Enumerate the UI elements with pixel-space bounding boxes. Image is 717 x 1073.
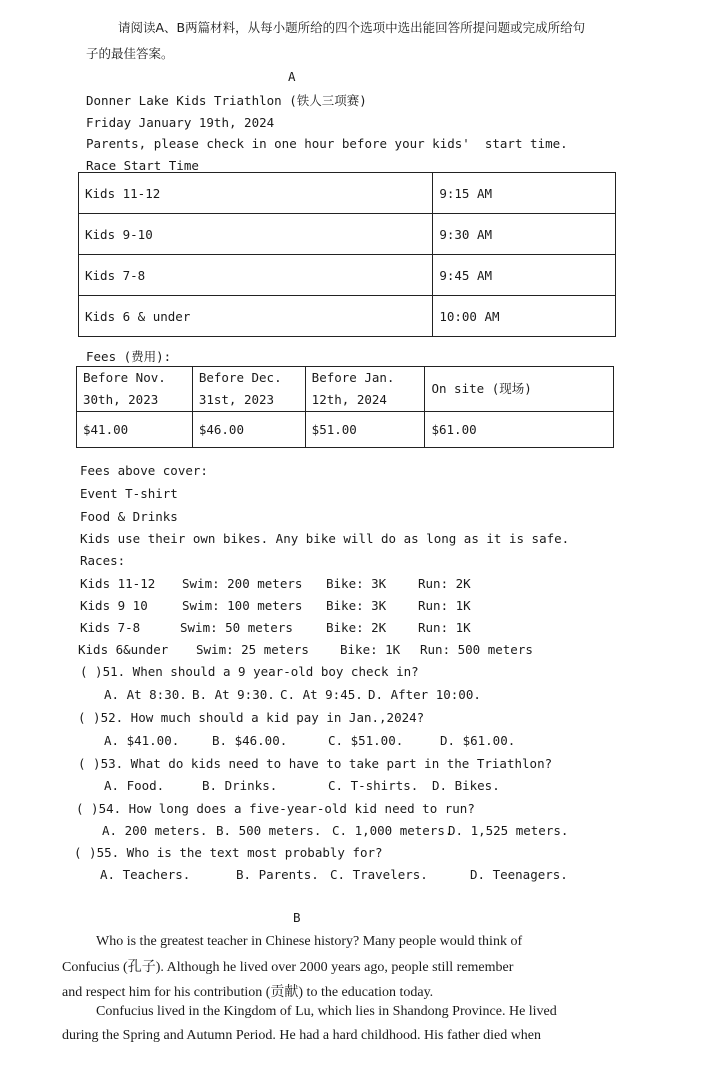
race-bike: Bike: 2K <box>326 620 387 635</box>
section-b-label: B <box>293 910 301 925</box>
fee-period-line: 30th, 2023 <box>83 392 159 407</box>
race-group: Kids 9 10 <box>80 598 148 613</box>
event-title: Donner Lake Kids Triathlon (铁人三项赛) <box>86 93 367 108</box>
fee-period-cell <box>425 367 614 412</box>
fee-amount-cell: $61.00 <box>425 412 614 448</box>
check-in-notice: Parents, please check in one hour before your kids' start time. <box>86 136 568 151</box>
race-swim: Swim: 200 meters <box>182 576 303 591</box>
fee-amount-cell: $41.00 <box>77 412 193 448</box>
fees-heading: Fees (费用): <box>86 349 172 364</box>
passage-line: during the Spring and Autumn Period. He had a hard childhood. His father died when <box>62 1028 542 1043</box>
question-option: C. T-shirts. <box>328 778 419 793</box>
cover-item: Food & Drinks <box>80 509 178 524</box>
fee-period-line: 31st, 2023 <box>198 392 275 407</box>
question-option: D. 1,525 meters. <box>448 823 569 838</box>
question-55-stem: ( )55. Who is the text most probably for? <box>74 845 383 860</box>
race-bike: Bike: 3K <box>326 598 387 613</box>
passage-line: Confucius lived in the Kingdom of Lu, which lies in Shandong Province. He lived <box>96 1004 557 1019</box>
bikes-note: Kids use their own bikes. Any bike will do as long as it is safe. <box>80 531 570 546</box>
question-option: A. Teachers. <box>100 867 191 882</box>
fee-period-cell <box>77 367 193 412</box>
race-run: Run: 1K <box>418 620 471 635</box>
fees-table <box>76 366 614 448</box>
race-swim: Swim: 50 meters <box>180 620 293 635</box>
question-option: D. After 10:00. <box>368 687 481 702</box>
table-row <box>77 367 614 412</box>
start-time-cell: 10:00 AM <box>433 296 616 337</box>
section-a-label: A <box>288 69 296 84</box>
question-option: A. Food. <box>104 778 165 793</box>
race-run: Run: 2K <box>418 576 471 591</box>
question-option: B. Drinks. <box>202 778 278 793</box>
table-row <box>79 255 616 296</box>
passage-line: Confucius (孔子). Although he lived over 2000 years ago, people still remember <box>62 960 514 975</box>
race-group: Kids 7-8 <box>80 620 141 635</box>
age-group-cell: Kids 11-12 <box>79 173 433 214</box>
question-option: D. $61.00. <box>440 733 516 748</box>
race-bike: Bike: 1K <box>340 642 401 657</box>
fee-period-cell <box>192 367 305 412</box>
race-run: Run: 500 meters <box>420 642 533 657</box>
question-option: A. At 8:30. <box>104 687 187 702</box>
fee-period-line: On site (现场) <box>431 381 532 396</box>
passage-line: Who is the greatest teacher in Chinese history? Many people would think of <box>96 934 523 949</box>
race-run: Run: 1K <box>418 598 471 613</box>
fees-cover-heading: Fees above cover: <box>80 463 208 478</box>
race-group: Kids 11-12 <box>80 576 156 591</box>
race-group: Kids 6&under <box>78 642 169 657</box>
race-start-table <box>78 172 616 337</box>
fee-period-line: Before Nov. <box>83 370 166 385</box>
fee-amount-cell: $51.00 <box>305 412 425 448</box>
age-group-cell: Kids 9-10 <box>79 214 433 255</box>
question-option: C. $51.00. <box>328 733 404 748</box>
race-swim: Swim: 25 meters <box>196 642 309 657</box>
cover-item: Event T-shirt <box>80 486 178 501</box>
table-row <box>79 214 616 255</box>
question-53-stem: ( )53. What do kids need to have to take part in the Triathlon? <box>78 756 553 771</box>
question-option: C. Travelers. <box>330 867 428 882</box>
race-bike: Bike: 3K <box>326 576 387 591</box>
event-date: Friday January 19th, 2024 <box>86 115 275 130</box>
start-time-cell: 9:45 AM <box>433 255 616 296</box>
question-51-stem: ( )51. When should a 9 year-old boy check in? <box>80 664 419 679</box>
races-heading: Races: <box>80 553 126 568</box>
age-group-cell: Kids 7-8 <box>79 255 433 296</box>
question-option: B. At 9:30. <box>192 687 275 702</box>
instruction-line-1: 请阅读A、B两篇材料，从每小题所给的四个选项中选出能回答所提问题或完成所给句 <box>118 20 586 35</box>
question-option: A. $41.00. <box>104 733 180 748</box>
fee-period-line: Before Dec. <box>198 370 282 385</box>
question-option: A. 200 meters. <box>102 823 208 838</box>
question-option: C. 1,000 meters. <box>332 823 453 838</box>
question-option: D. Teenagers. <box>470 867 568 882</box>
start-time-cell: 9:15 AM <box>433 173 616 214</box>
race-start-heading: Race Start Time <box>86 158 199 173</box>
table-row <box>79 173 616 214</box>
question-option: C. At 9:45. <box>280 687 363 702</box>
fee-period-cell <box>305 367 425 412</box>
start-time-cell: 9:30 AM <box>433 214 616 255</box>
fee-amount-cell: $46.00 <box>192 412 305 448</box>
table-row <box>77 412 614 448</box>
race-swim: Swim: 100 meters <box>182 598 303 613</box>
instruction-line-2: 子的最佳答案。 <box>86 46 174 61</box>
age-group-cell: Kids 6 & under <box>79 296 433 337</box>
question-52-stem: ( )52. How much should a kid pay in Jan.,2024? <box>78 710 425 725</box>
question-option: B. $46.00. <box>212 733 288 748</box>
passage-line: and respect him for his contribution (贡献) to the education today. <box>62 985 434 1000</box>
question-option: B. 500 meters. <box>216 823 322 838</box>
question-54-stem: ( )54. How long does a five-year-old kid need to run? <box>76 801 475 816</box>
fee-period-line: Before Jan. <box>311 370 395 385</box>
question-option: D. Bikes. <box>432 778 500 793</box>
question-option: B. Parents. <box>236 867 319 882</box>
table-row <box>79 296 616 337</box>
fee-period-line: 12th, 2024 <box>311 392 387 407</box>
